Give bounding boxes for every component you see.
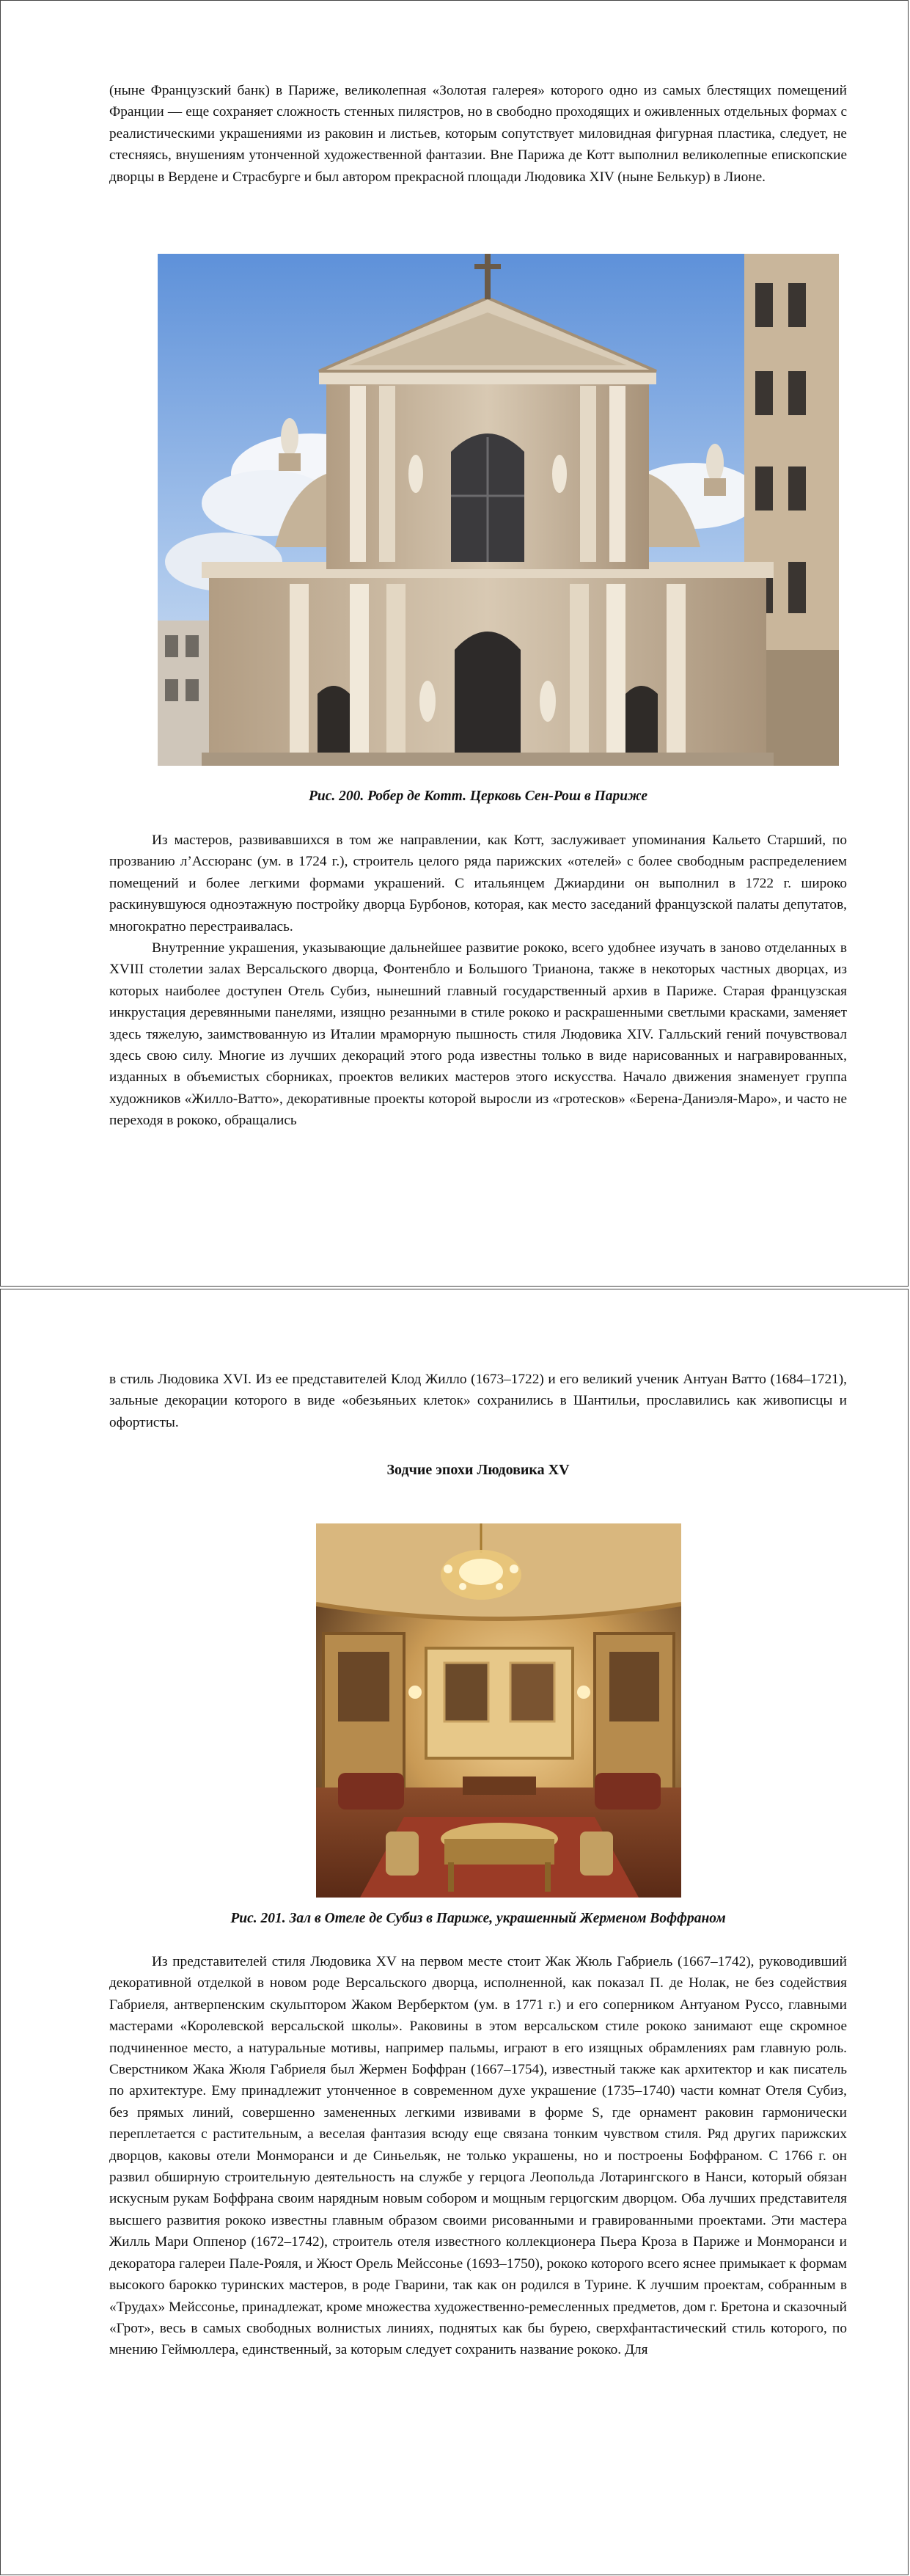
continuation-paragraph: в стиль Людовика XVI. Из ее представителей Клод Жилло (1673–1722) и его великий ученик Антуан Ватто (1684–1721), зальные декорации которого в виде «обезьяньих клеток» сохранились в Шантильи, прославились как живописцы и офортисты.	[109, 1372, 847, 1430]
figure-hotel-soubise-salon-photo	[316, 1523, 681, 1898]
paragraph-gabriel: Из представителей стиля Людовика XV на первом месте стоит Жак Жюль Габриель (1667–1742), руководивший декоративной отделкой в новом роде Версальского дворца, исполненной, как показал П. де Нолак, не без содействия Габриеля, антверпенским скульптором Жаком Верберктом (ум. в 1771 г.) и его соперником Антуаном Руссо, главными мастерами «Королевской версальской школы». Раковины в этом версальском стиле рококо занимают еще скромное подчиненное место, а натуральные мотивы, например пальмы, играют в его изящных обрамлениях рам главную роль. Сверстником Жака Жюля Габриеля был Жермен Боффран (1667–1754), известный также как архитектор и как писатель по архитектуре. Ему принадлежит утонченное в современном духе украшение (1735–1740) части комнат Отеля Субиз, без прямых линий, совершенно замененных легкими извивами в форме S, где орнамент раковин гармонически переплетается с растительным, а веселая фантазия всюду еще связана тонким чувством стиля. Ряд других парижских дворцов, каковы отели Монморанси и де Синьельяк, не только украшены, но и построены Боффраном. С 1766 г. он развил обширную строительную деятельность на службе у герцога Леопольда Лотарингского в Нанси, который обязан искусным рукам Боффрана своим нарядным новым собором и мощным герцогским дворцом. Оба лучших представителя высшего развития рококо известны главным образом своими рисованными и гравированными проектами. Эти мастера Жилль Мари Оппенор (1672–1742), строитель отеля известного коллекционера Пьера Кроза в Париже и Монморанси и декоратора галереи Пале-Рояля, и Жюст Орель Мейссонье (1693–1750), рококо которого всего яснее примыкает к формам высокого барокко туринских мастеров, в роде Гварини, так как он родился в Турине. К лучшим проектам, собранным в «Трудах» Мейссонье, принадлежат, кроме множества художественно-ремесленных предметов, дом г. Бретона и сказочный «Грот», весь в самых свободных волнистых линиях, поднятых как бы бурею, сверхфантастический стиль которого, по мнению Геймюллера, единственный, за которым следует сохранить название рококо. Для	[109, 1954, 847, 2358]
intro-text	[109, 80, 847, 188]
page-1	[0, 0, 909, 1287]
body-text-page-1	[109, 830, 847, 1132]
page-2	[0, 1289, 909, 2575]
section-heading: Зодчие эпохи Людовика XV	[386, 1462, 570, 1478]
continuation-text	[109, 1369, 847, 1433]
figure-church-saint-roch-photo	[158, 254, 839, 766]
paragraph-calletto: Из мастеров, развивавшихся в том же направлении, как Котт, заслуживает упоминания Кальето Старший, по прозванию л’Ассюранс (ум. в 1724 г.), строитель целого ряда парижских «отелей» с более свободным распределением помещений и более легкими формами украшений. С итальянцем Джиардини он выполнил в 1722 г. широко раскинувшуюся одноэтажную постройку дворца Бурбонов, которая, как место заседаний французской палаты депутатов, многократно перестраивалась.	[109, 833, 847, 934]
figure-200-caption: Рис. 200. Робер де Котт. Церковь Сен-Рош в Париже	[308, 788, 648, 804]
intro-paragraph: (ныне Французский банк) в Париже, великолепная «Золотая галерея» которого одно из самых блестящих помещений Франции — еще сохраняет сложность стенных пилястров, но в свободно проходящих и оживленных отдельных формах с реалистическими украшениями из раковин и листьев, которым сопутствует миловидная фигурная пластика, следует, не стесняясь, внушениям утонченной художественной фантазии. Вне Парижа де Котт выполнил великолепные епископские дворцы в Вердене и Страсбурге и был автором прекрасной площади Людовика XIV (ныне Белькур) в Лионе.	[109, 83, 847, 185]
paragraph-interiors: Внутренние украшения, указывающие дальнейшее развитие рококо, всего удобнее изучать в заново отделанных в XVIII столетии залах Версальского дворца, Фонтенбло и Большого Трианона, также в некоторых частных дворцах, из которых наиболее доступен Отель Субиз, нынешний главный государственный архив в Париже. Старая французская инкрустация деревянными панелями, изящно резанными в стиле рококо и раскрашенными светлыми красками, заменяет здесь тяжелую, заимствованную из Италии мраморную пышность стиля Людовика XIV. Галльский гений почувствовал здесь свою силу. Многие из лучших декораций этого рода известны только в виде нарисованных и награвированных, изданных в объемистых сборниках, проектов великих мастеров этого искусства. Начало движения знаменует группа художников «Жилло-Ватто», декоративные проекты которой выросли из «гротесков» «Берена-Даниэля-Маро», и часто не переходя в рококо, обращались	[109, 940, 847, 1129]
figure-201-caption: Рис. 201. Зал в Отеле де Субиз в Париже, украшенный Жерменом Воффраном	[230, 1911, 726, 1926]
body-text-page-2	[109, 1951, 847, 2361]
